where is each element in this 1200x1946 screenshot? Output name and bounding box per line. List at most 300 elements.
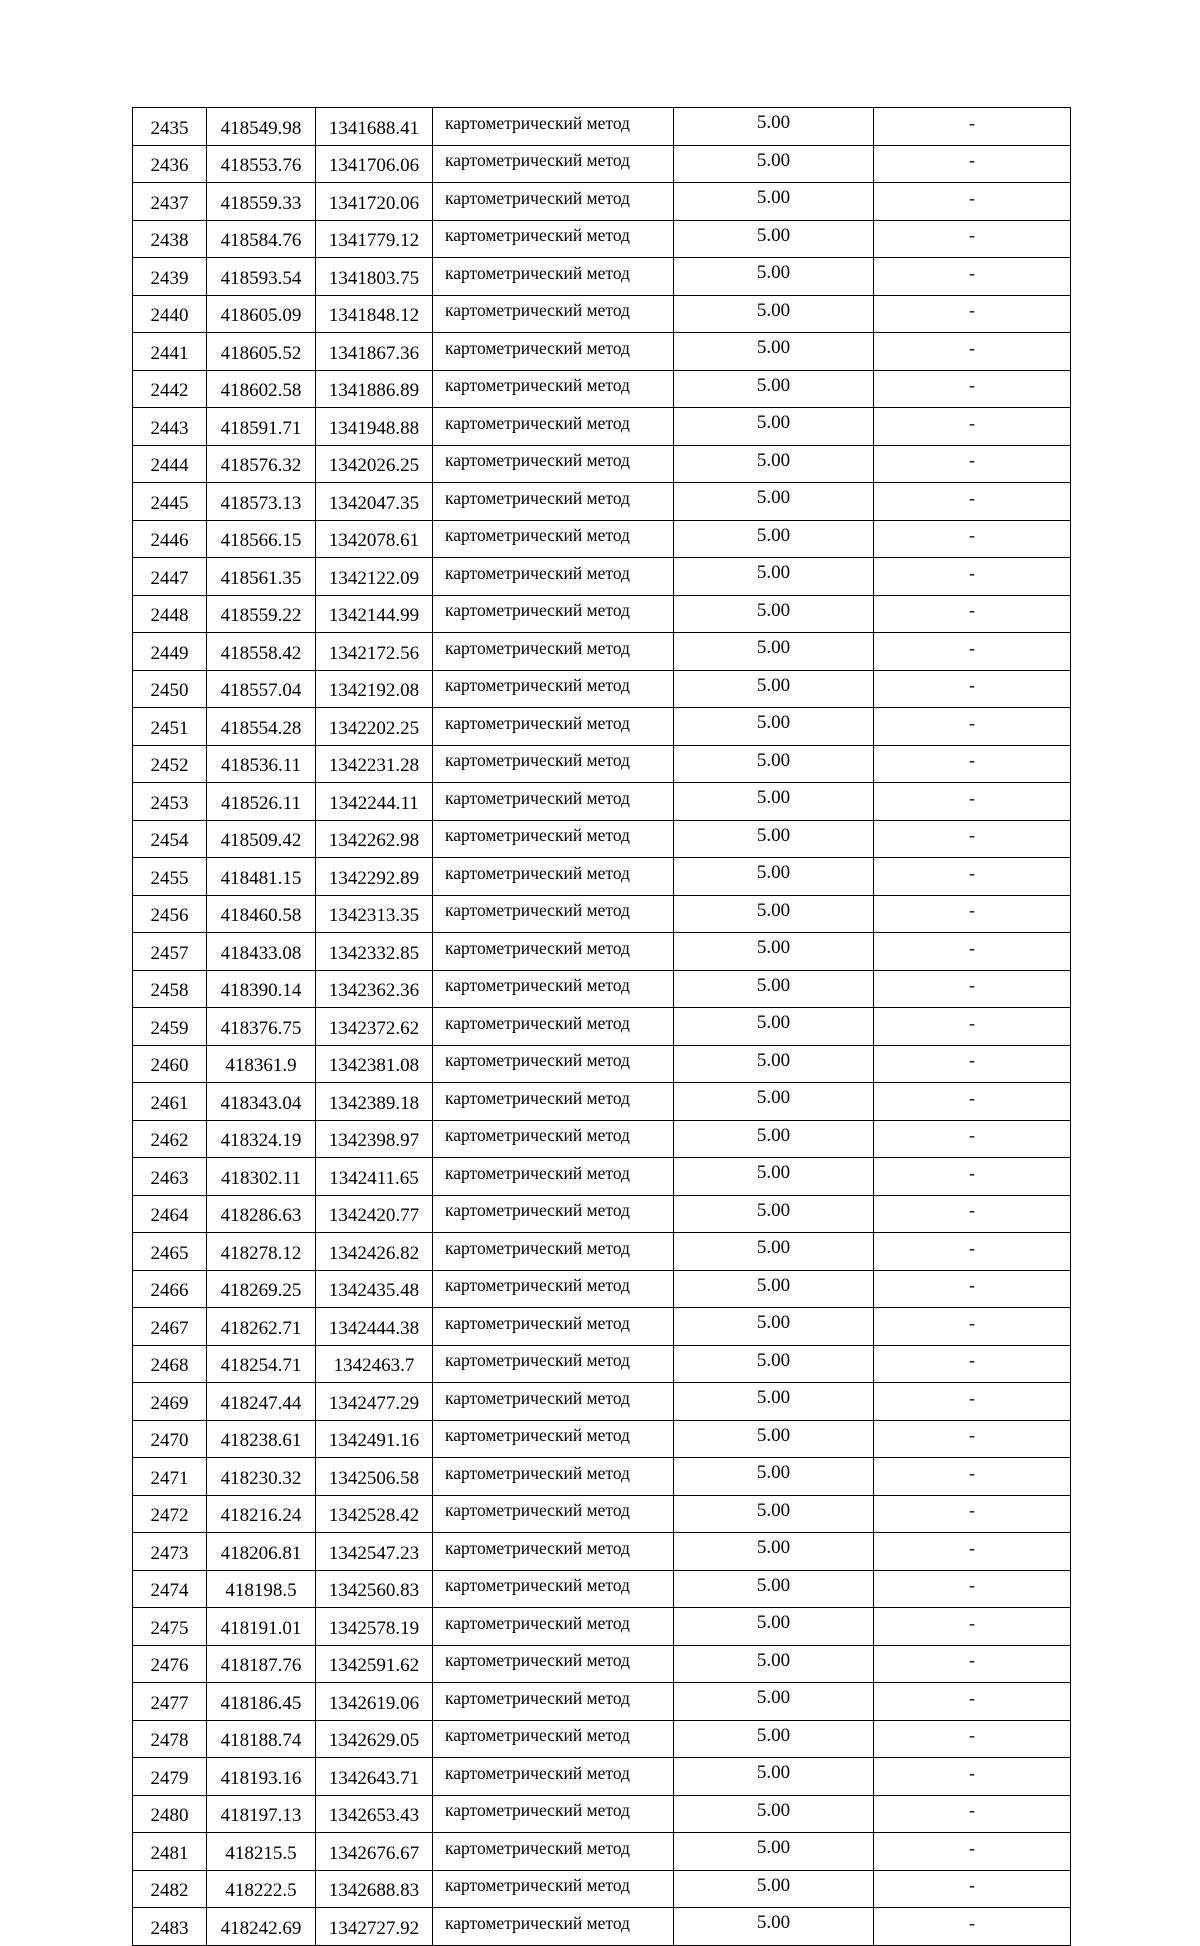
y-coordinate-cell: 1342078.61 xyxy=(316,520,433,558)
point-number-cell: 2435 xyxy=(133,108,207,146)
table-row xyxy=(133,1383,1071,1421)
point-number-cell: 2442 xyxy=(133,370,207,408)
y-coordinate-cell: 1341688.41 xyxy=(316,108,433,146)
point-number-cell: 2453 xyxy=(133,783,207,821)
note-cell: - xyxy=(874,1495,1071,1533)
note-cell: - xyxy=(874,1645,1071,1683)
y-coordinate-cell: 1342477.29 xyxy=(316,1383,433,1421)
accuracy-cell: 5.00 xyxy=(674,1008,874,1046)
note-cell: - xyxy=(874,1345,1071,1383)
table-row xyxy=(133,595,1071,633)
table-row xyxy=(133,1908,1071,1946)
note-cell: - xyxy=(874,408,1071,446)
point-number-cell: 2443 xyxy=(133,408,207,446)
x-coordinate-cell: 418302.11 xyxy=(207,1158,316,1196)
y-coordinate-cell: 1342420.77 xyxy=(316,1195,433,1233)
accuracy-cell: 5.00 xyxy=(674,1083,874,1121)
accuracy-cell: 5.00 xyxy=(674,1458,874,1496)
x-coordinate-cell: 418561.35 xyxy=(207,558,316,596)
note-cell: - xyxy=(874,520,1071,558)
table-row xyxy=(133,1083,1071,1121)
accuracy-cell: 5.00 xyxy=(674,1308,874,1346)
table-row xyxy=(133,933,1071,971)
y-coordinate-cell: 1342202.25 xyxy=(316,708,433,746)
accuracy-cell: 5.00 xyxy=(674,1908,874,1946)
point-number-cell: 2439 xyxy=(133,258,207,296)
table-row xyxy=(133,370,1071,408)
x-coordinate-cell: 418559.33 xyxy=(207,183,316,221)
point-number-cell: 2457 xyxy=(133,933,207,971)
point-number-cell: 2467 xyxy=(133,1308,207,1346)
method-cell: картометрический метод xyxy=(433,1308,674,1346)
note-cell: - xyxy=(874,1120,1071,1158)
point-number-cell: 2441 xyxy=(133,333,207,371)
point-number-cell: 2438 xyxy=(133,220,207,258)
x-coordinate-cell: 418187.76 xyxy=(207,1645,316,1683)
note-cell: - xyxy=(874,783,1071,821)
note-cell: - xyxy=(874,258,1071,296)
point-number-cell: 2470 xyxy=(133,1420,207,1458)
accuracy-cell: 5.00 xyxy=(674,1533,874,1571)
y-coordinate-cell: 1342727.92 xyxy=(316,1908,433,1946)
x-coordinate-cell: 418602.58 xyxy=(207,370,316,408)
note-cell: - xyxy=(874,183,1071,221)
accuracy-cell: 5.00 xyxy=(674,1383,874,1421)
accuracy-cell: 5.00 xyxy=(674,933,874,971)
note-cell: - xyxy=(874,1045,1071,1083)
method-cell: картометрический метод xyxy=(433,858,674,896)
x-coordinate-cell: 418557.04 xyxy=(207,670,316,708)
y-coordinate-cell: 1342676.67 xyxy=(316,1833,433,1871)
accuracy-cell: 5.00 xyxy=(674,1120,874,1158)
note-cell: - xyxy=(874,1908,1071,1946)
table-row xyxy=(133,558,1071,596)
method-cell: картометрический метод xyxy=(433,483,674,521)
method-cell: картометрический метод xyxy=(433,445,674,483)
table-row xyxy=(133,1608,1071,1646)
table-row xyxy=(133,1158,1071,1196)
y-coordinate-cell: 1341706.06 xyxy=(316,145,433,183)
method-cell: картометрический метод xyxy=(433,1570,674,1608)
accuracy-cell: 5.00 xyxy=(674,708,874,746)
point-number-cell: 2437 xyxy=(133,183,207,221)
accuracy-cell: 5.00 xyxy=(674,745,874,783)
point-number-cell: 2465 xyxy=(133,1233,207,1271)
x-coordinate-cell: 418536.11 xyxy=(207,745,316,783)
table-row xyxy=(133,1645,1071,1683)
coordinates-table xyxy=(132,107,1071,1946)
point-number-cell: 2475 xyxy=(133,1608,207,1646)
method-cell: картометрический метод xyxy=(433,1008,674,1046)
note-cell: - xyxy=(874,708,1071,746)
note-cell: - xyxy=(874,1533,1071,1571)
x-coordinate-cell: 418593.54 xyxy=(207,258,316,296)
y-coordinate-cell: 1341948.88 xyxy=(316,408,433,446)
y-coordinate-cell: 1342688.83 xyxy=(316,1870,433,1908)
accuracy-cell: 5.00 xyxy=(674,258,874,296)
y-coordinate-cell: 1342591.62 xyxy=(316,1645,433,1683)
y-coordinate-cell: 1342047.35 xyxy=(316,483,433,521)
method-cell: картометрический метод xyxy=(433,1158,674,1196)
x-coordinate-cell: 418576.32 xyxy=(207,445,316,483)
method-cell: картометрический метод xyxy=(433,1345,674,1383)
point-number-cell: 2451 xyxy=(133,708,207,746)
table-row xyxy=(133,145,1071,183)
method-cell: картометрический метод xyxy=(433,1683,674,1721)
note-cell: - xyxy=(874,970,1071,1008)
x-coordinate-cell: 418262.71 xyxy=(207,1308,316,1346)
method-cell: картометрический метод xyxy=(433,595,674,633)
x-coordinate-cell: 418549.98 xyxy=(207,108,316,146)
note-cell: - xyxy=(874,820,1071,858)
accuracy-cell: 5.00 xyxy=(674,1758,874,1796)
point-number-cell: 2449 xyxy=(133,633,207,671)
x-coordinate-cell: 418343.04 xyxy=(207,1083,316,1121)
x-coordinate-cell: 418278.12 xyxy=(207,1233,316,1271)
y-coordinate-cell: 1342313.35 xyxy=(316,895,433,933)
accuracy-cell: 5.00 xyxy=(674,558,874,596)
point-number-cell: 2478 xyxy=(133,1720,207,1758)
accuracy-cell: 5.00 xyxy=(674,633,874,671)
table-row xyxy=(133,1833,1071,1871)
accuracy-cell: 5.00 xyxy=(674,1420,874,1458)
method-cell: картометрический метод xyxy=(433,558,674,596)
coordinates-table-body xyxy=(133,108,1071,1946)
table-row xyxy=(133,633,1071,671)
method-cell: картометрический метод xyxy=(433,258,674,296)
x-coordinate-cell: 418584.76 xyxy=(207,220,316,258)
note-cell: - xyxy=(874,745,1071,783)
table-row xyxy=(133,1308,1071,1346)
y-coordinate-cell: 1342528.42 xyxy=(316,1495,433,1533)
y-coordinate-cell: 1342578.19 xyxy=(316,1608,433,1646)
point-number-cell: 2447 xyxy=(133,558,207,596)
note-cell: - xyxy=(874,1008,1071,1046)
point-number-cell: 2460 xyxy=(133,1045,207,1083)
accuracy-cell: 5.00 xyxy=(674,1795,874,1833)
y-coordinate-cell: 1342491.16 xyxy=(316,1420,433,1458)
note-cell: - xyxy=(874,1870,1071,1908)
accuracy-cell: 5.00 xyxy=(674,1833,874,1871)
x-coordinate-cell: 418573.13 xyxy=(207,483,316,521)
y-coordinate-cell: 1342332.85 xyxy=(316,933,433,971)
point-number-cell: 2474 xyxy=(133,1570,207,1608)
table-row xyxy=(133,1495,1071,1533)
accuracy-cell: 5.00 xyxy=(674,595,874,633)
y-coordinate-cell: 1341848.12 xyxy=(316,295,433,333)
accuracy-cell: 5.00 xyxy=(674,1270,874,1308)
method-cell: картометрический метод xyxy=(433,1233,674,1271)
accuracy-cell: 5.00 xyxy=(674,408,874,446)
table-row xyxy=(133,483,1071,521)
table-row xyxy=(133,1458,1071,1496)
table-row xyxy=(133,670,1071,708)
accuracy-cell: 5.00 xyxy=(674,970,874,1008)
table-row xyxy=(133,333,1071,371)
table-row xyxy=(133,1420,1071,1458)
accuracy-cell: 5.00 xyxy=(674,483,874,521)
x-coordinate-cell: 418433.08 xyxy=(207,933,316,971)
x-coordinate-cell: 418193.16 xyxy=(207,1758,316,1796)
table-row xyxy=(133,1795,1071,1833)
method-cell: картометрический метод xyxy=(433,1720,674,1758)
table-row xyxy=(133,1270,1071,1308)
y-coordinate-cell: 1342426.82 xyxy=(316,1233,433,1271)
y-coordinate-cell: 1342362.36 xyxy=(316,970,433,1008)
x-coordinate-cell: 418526.11 xyxy=(207,783,316,821)
table-row xyxy=(133,745,1071,783)
note-cell: - xyxy=(874,1270,1071,1308)
point-number-cell: 2469 xyxy=(133,1383,207,1421)
x-coordinate-cell: 418559.22 xyxy=(207,595,316,633)
x-coordinate-cell: 418254.71 xyxy=(207,1345,316,1383)
accuracy-cell: 5.00 xyxy=(674,1645,874,1683)
accuracy-cell: 5.00 xyxy=(674,820,874,858)
method-cell: картометрический метод xyxy=(433,1908,674,1946)
note-cell: - xyxy=(874,108,1071,146)
y-coordinate-cell: 1342411.65 xyxy=(316,1158,433,1196)
y-coordinate-cell: 1342629.05 xyxy=(316,1720,433,1758)
point-number-cell: 2464 xyxy=(133,1195,207,1233)
table-row xyxy=(133,1008,1071,1046)
note-cell: - xyxy=(874,595,1071,633)
x-coordinate-cell: 418230.32 xyxy=(207,1458,316,1496)
method-cell: картометрический метод xyxy=(433,1870,674,1908)
accuracy-cell: 5.00 xyxy=(674,333,874,371)
accuracy-cell: 5.00 xyxy=(674,1345,874,1383)
point-number-cell: 2462 xyxy=(133,1120,207,1158)
note-cell: - xyxy=(874,670,1071,708)
point-number-cell: 2461 xyxy=(133,1083,207,1121)
x-coordinate-cell: 418554.28 xyxy=(207,708,316,746)
point-number-cell: 2482 xyxy=(133,1870,207,1908)
method-cell: картометрический метод xyxy=(433,183,674,221)
method-cell: картометрический метод xyxy=(433,520,674,558)
accuracy-cell: 5.00 xyxy=(674,1045,874,1083)
point-number-cell: 2456 xyxy=(133,895,207,933)
point-number-cell: 2471 xyxy=(133,1458,207,1496)
note-cell: - xyxy=(874,1308,1071,1346)
table-row xyxy=(133,1683,1071,1721)
note-cell: - xyxy=(874,483,1071,521)
table-row xyxy=(133,183,1071,221)
point-number-cell: 2472 xyxy=(133,1495,207,1533)
y-coordinate-cell: 1342262.98 xyxy=(316,820,433,858)
method-cell: картометрический метод xyxy=(433,745,674,783)
note-cell: - xyxy=(874,1720,1071,1758)
point-number-cell: 2476 xyxy=(133,1645,207,1683)
note-cell: - xyxy=(874,1383,1071,1421)
x-coordinate-cell: 418216.24 xyxy=(207,1495,316,1533)
note-cell: - xyxy=(874,558,1071,596)
note-cell: - xyxy=(874,220,1071,258)
x-coordinate-cell: 418269.25 xyxy=(207,1270,316,1308)
point-number-cell: 2483 xyxy=(133,1908,207,1946)
x-coordinate-cell: 418591.71 xyxy=(207,408,316,446)
table-row xyxy=(133,783,1071,821)
point-number-cell: 2473 xyxy=(133,1533,207,1571)
method-cell: картометрический метод xyxy=(433,1645,674,1683)
point-number-cell: 2458 xyxy=(133,970,207,1008)
x-coordinate-cell: 418558.42 xyxy=(207,633,316,671)
table-row xyxy=(133,1758,1071,1796)
note-cell: - xyxy=(874,1083,1071,1121)
method-cell: картометрический метод xyxy=(433,933,674,971)
x-coordinate-cell: 418566.15 xyxy=(207,520,316,558)
x-coordinate-cell: 418238.61 xyxy=(207,1420,316,1458)
table-row xyxy=(133,520,1071,558)
note-cell: - xyxy=(874,933,1071,971)
method-cell: картометрический метод xyxy=(433,220,674,258)
table-row xyxy=(133,220,1071,258)
y-coordinate-cell: 1342560.83 xyxy=(316,1570,433,1608)
method-cell: картометрический метод xyxy=(433,783,674,821)
x-coordinate-cell: 418286.63 xyxy=(207,1195,316,1233)
y-coordinate-cell: 1342372.62 xyxy=(316,1008,433,1046)
x-coordinate-cell: 418509.42 xyxy=(207,820,316,858)
accuracy-cell: 5.00 xyxy=(674,108,874,146)
table-row xyxy=(133,1195,1071,1233)
note-cell: - xyxy=(874,633,1071,671)
method-cell: картометрический метод xyxy=(433,408,674,446)
method-cell: картометрический метод xyxy=(433,1458,674,1496)
y-coordinate-cell: 1341867.36 xyxy=(316,333,433,371)
method-cell: картометрический метод xyxy=(433,1533,674,1571)
y-coordinate-cell: 1342144.99 xyxy=(316,595,433,633)
method-cell: картометрический метод xyxy=(433,1495,674,1533)
table-row xyxy=(133,108,1071,146)
accuracy-cell: 5.00 xyxy=(674,295,874,333)
method-cell: картометрический метод xyxy=(433,1045,674,1083)
y-coordinate-cell: 1342398.97 xyxy=(316,1120,433,1158)
accuracy-cell: 5.00 xyxy=(674,858,874,896)
note-cell: - xyxy=(874,1683,1071,1721)
note-cell: - xyxy=(874,445,1071,483)
method-cell: картометрический метод xyxy=(433,1608,674,1646)
table-row xyxy=(133,1233,1071,1271)
point-number-cell: 2466 xyxy=(133,1270,207,1308)
note-cell: - xyxy=(874,1833,1071,1871)
method-cell: картометрический метод xyxy=(433,708,674,746)
point-number-cell: 2452 xyxy=(133,745,207,783)
point-number-cell: 2468 xyxy=(133,1345,207,1383)
note-cell: - xyxy=(874,1195,1071,1233)
x-coordinate-cell: 418188.74 xyxy=(207,1720,316,1758)
accuracy-cell: 5.00 xyxy=(674,183,874,221)
x-coordinate-cell: 418376.75 xyxy=(207,1008,316,1046)
accuracy-cell: 5.00 xyxy=(674,370,874,408)
method-cell: картометрический метод xyxy=(433,1383,674,1421)
point-number-cell: 2454 xyxy=(133,820,207,858)
note-cell: - xyxy=(874,1795,1071,1833)
y-coordinate-cell: 1341720.06 xyxy=(316,183,433,221)
accuracy-cell: 5.00 xyxy=(674,520,874,558)
x-coordinate-cell: 418390.14 xyxy=(207,970,316,1008)
table-row xyxy=(133,445,1071,483)
x-coordinate-cell: 418198.5 xyxy=(207,1570,316,1608)
table-row xyxy=(133,1533,1071,1571)
y-coordinate-cell: 1342292.89 xyxy=(316,858,433,896)
method-cell: картометрический метод xyxy=(433,295,674,333)
note-cell: - xyxy=(874,370,1071,408)
method-cell: картометрический метод xyxy=(433,1795,674,1833)
method-cell: картометрический метод xyxy=(433,820,674,858)
y-coordinate-cell: 1342444.38 xyxy=(316,1308,433,1346)
table-row xyxy=(133,1045,1071,1083)
x-coordinate-cell: 418247.44 xyxy=(207,1383,316,1421)
y-coordinate-cell: 1342435.48 xyxy=(316,1270,433,1308)
accuracy-cell: 5.00 xyxy=(674,1570,874,1608)
accuracy-cell: 5.00 xyxy=(674,1495,874,1533)
table-row xyxy=(133,408,1071,446)
point-number-cell: 2463 xyxy=(133,1158,207,1196)
x-coordinate-cell: 418361.9 xyxy=(207,1045,316,1083)
y-coordinate-cell: 1342463.7 xyxy=(316,1345,433,1383)
note-cell: - xyxy=(874,1758,1071,1796)
note-cell: - xyxy=(874,1420,1071,1458)
x-coordinate-cell: 418186.45 xyxy=(207,1683,316,1721)
point-number-cell: 2479 xyxy=(133,1758,207,1796)
method-cell: картометрический метод xyxy=(433,370,674,408)
y-coordinate-cell: 1342231.28 xyxy=(316,745,433,783)
point-number-cell: 2446 xyxy=(133,520,207,558)
method-cell: картометрический метод xyxy=(433,970,674,1008)
x-coordinate-cell: 418605.09 xyxy=(207,295,316,333)
note-cell: - xyxy=(874,333,1071,371)
note-cell: - xyxy=(874,295,1071,333)
accuracy-cell: 5.00 xyxy=(674,1720,874,1758)
accuracy-cell: 5.00 xyxy=(674,1233,874,1271)
accuracy-cell: 5.00 xyxy=(674,895,874,933)
accuracy-cell: 5.00 xyxy=(674,220,874,258)
point-number-cell: 2477 xyxy=(133,1683,207,1721)
table-row xyxy=(133,1570,1071,1608)
table-row xyxy=(133,295,1071,333)
note-cell: - xyxy=(874,145,1071,183)
x-coordinate-cell: 418197.13 xyxy=(207,1795,316,1833)
point-number-cell: 2455 xyxy=(133,858,207,896)
x-coordinate-cell: 418242.69 xyxy=(207,1908,316,1946)
method-cell: картометрический метод xyxy=(433,670,674,708)
method-cell: картометрический метод xyxy=(433,145,674,183)
table-row xyxy=(133,1720,1071,1758)
point-number-cell: 2444 xyxy=(133,445,207,483)
x-coordinate-cell: 418605.52 xyxy=(207,333,316,371)
x-coordinate-cell: 418215.5 xyxy=(207,1833,316,1871)
method-cell: картометрический метод xyxy=(433,1195,674,1233)
x-coordinate-cell: 418206.81 xyxy=(207,1533,316,1571)
table-row xyxy=(133,258,1071,296)
y-coordinate-cell: 1342244.11 xyxy=(316,783,433,821)
accuracy-cell: 5.00 xyxy=(674,1195,874,1233)
method-cell: картометрический метод xyxy=(433,1833,674,1871)
accuracy-cell: 5.00 xyxy=(674,1683,874,1721)
method-cell: картометрический метод xyxy=(433,895,674,933)
y-coordinate-cell: 1342547.23 xyxy=(316,1533,433,1571)
table-row xyxy=(133,708,1071,746)
note-cell: - xyxy=(874,1458,1071,1496)
x-coordinate-cell: 418481.15 xyxy=(207,858,316,896)
y-coordinate-cell: 1342619.06 xyxy=(316,1683,433,1721)
method-cell: картометрический метод xyxy=(433,1083,674,1121)
accuracy-cell: 5.00 xyxy=(674,1158,874,1196)
note-cell: - xyxy=(874,858,1071,896)
accuracy-cell: 5.00 xyxy=(674,445,874,483)
x-coordinate-cell: 418191.01 xyxy=(207,1608,316,1646)
point-number-cell: 2440 xyxy=(133,295,207,333)
accuracy-cell: 5.00 xyxy=(674,1870,874,1908)
note-cell: - xyxy=(874,895,1071,933)
